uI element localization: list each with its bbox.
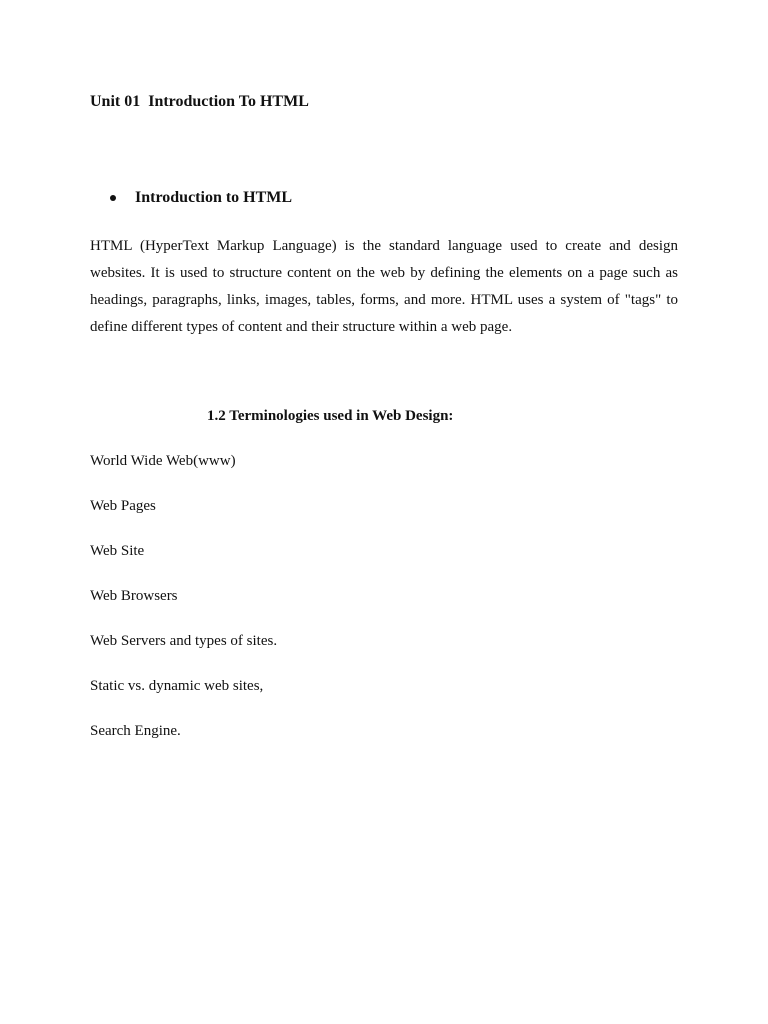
bullet-icon xyxy=(110,195,116,201)
term-item: World Wide Web(www) xyxy=(90,453,236,469)
intro-paragraph: HTML (HyperText Markup Language) is the standard language used to create and design websites. It is used to structure content on the web by defining the elements on a page such as headings, paragraphs, links, images, tables, forms, and more. HTML uses a system of "tags" to define different types of content and their structure within a web page. xyxy=(90,238,678,335)
terminology-list xyxy=(90,451,277,766)
unit-title: Unit 01 Introduction To HTML xyxy=(90,93,309,110)
intro-heading-text: Introduction to HTML xyxy=(135,189,293,206)
term-item: Web Site xyxy=(90,543,145,559)
term-item: Web Pages xyxy=(90,498,156,514)
term-item: Web Browsers xyxy=(90,588,178,604)
term-item: Web Servers and types of sites. xyxy=(90,633,278,649)
term-item: Search Engine. xyxy=(90,723,181,739)
terminology-heading: 1.2 Terminologies used in Web Design: xyxy=(207,408,454,424)
intro-bullet-heading xyxy=(110,189,292,207)
term-item: Static vs. dynamic web sites, xyxy=(90,678,264,694)
